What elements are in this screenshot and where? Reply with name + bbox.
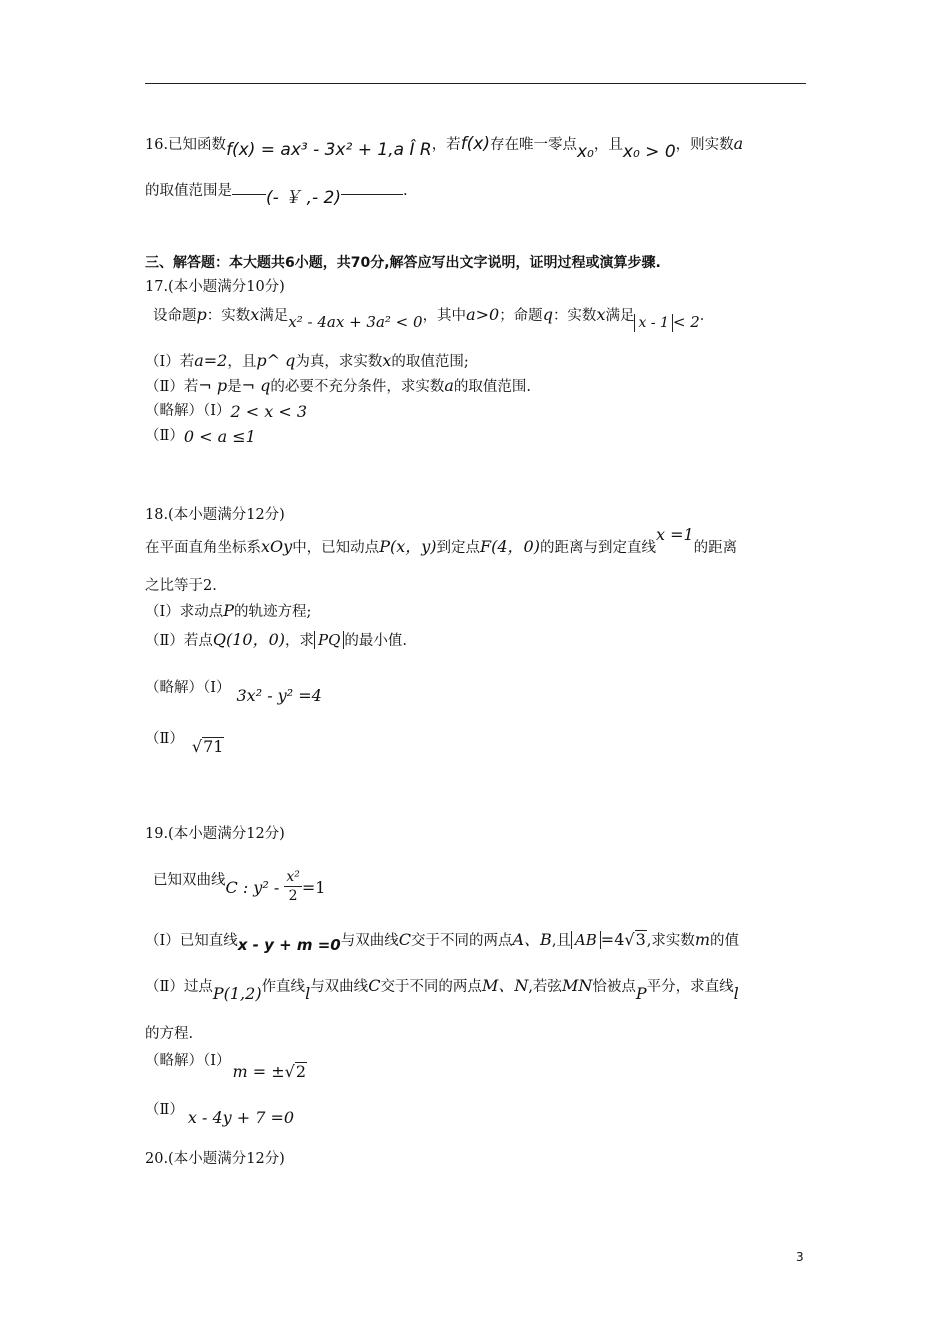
q20-title: 20.(本小题满分12分) xyxy=(145,1151,285,1167)
q19-title: 19.(本小题满分12分) xyxy=(145,826,285,842)
q17-var-x: x xyxy=(382,351,392,370)
q19-line3: 的方程. xyxy=(145,1026,194,1042)
q19-text: 交于不同的两点 xyxy=(380,979,482,995)
q18-answer-label: （Ⅱ） xyxy=(145,731,184,747)
q17-text: ；命题 xyxy=(499,308,543,324)
q18-abs-pq: PQ xyxy=(314,631,344,649)
q17-cond-a: a>0 xyxy=(466,305,500,324)
q19-text: ,求实数 xyxy=(646,933,695,949)
q16-text: ，则实数 xyxy=(675,137,734,153)
q18-text: 的最小值. xyxy=(344,633,408,649)
q16-x0-positive: x₀ > 0 xyxy=(622,142,676,162)
q16-text: 的取值范围是 xyxy=(145,183,232,199)
section3-heading: 三、解答题：本大题共6小题，共70分,解答应写出文字说明，证明过程或演算步骤. xyxy=(145,255,661,271)
q19-text: 与双曲线 xyxy=(310,979,369,995)
q16-text: ，且 xyxy=(593,137,623,153)
q17-text: 的取值范围; xyxy=(391,354,469,370)
q16-period: . xyxy=(402,183,408,199)
q19-text: 平分，求直线 xyxy=(646,979,734,995)
q17-text: 设命题 xyxy=(153,308,197,324)
sqrt-sign-icon: √ xyxy=(191,737,203,756)
q18-point-q: Q(10，0) xyxy=(212,630,286,649)
q19-line-eq: x - y + m =0 xyxy=(237,936,341,954)
answer-blank-right xyxy=(341,194,403,195)
q17-inequality-p: x² - 4ax + 3a² < 0 xyxy=(288,313,423,331)
q16-text: 存在唯一零点 xyxy=(490,137,577,153)
q17-text: 的必要不充分条件，求实数 xyxy=(270,379,445,395)
q18-point-p: P(x，y) xyxy=(379,537,437,556)
q18-text: 在平面直角坐标系 xyxy=(145,540,261,556)
q19-answer-label: （略解）（Ⅰ） xyxy=(145,1053,231,1069)
q17-text: ：实数 xyxy=(206,308,251,324)
q19-part2 xyxy=(145,976,739,1003)
q17-answer-label: （Ⅱ） xyxy=(145,428,184,444)
q19-answer-part2: x - 4y + 7 =0 xyxy=(187,1108,295,1127)
q19-fraction-num: x² xyxy=(286,869,300,885)
q18-answer2 xyxy=(145,728,224,756)
q16-text: ，若 xyxy=(431,137,461,153)
q19-point-p: P(1,2) xyxy=(212,984,262,1003)
q19-var-c: C xyxy=(368,976,381,995)
q17-text: ：实数 xyxy=(552,308,597,324)
q17-a-equals-2: a=2 xyxy=(194,351,228,370)
q18-text: 的距离与到定直线 xyxy=(539,540,656,556)
q19-var-m: m xyxy=(694,930,711,949)
q16-line1 xyxy=(145,134,744,162)
sqrt-sign-icon: √ xyxy=(624,930,635,949)
q17-var-q: q xyxy=(542,305,553,324)
q19-text: 作直线 xyxy=(261,979,306,995)
q18-line-x1: x =1 xyxy=(655,525,694,544)
q19-text: ,若弦 xyxy=(528,979,562,995)
q18-part2 xyxy=(145,630,407,651)
page-number: 3 xyxy=(796,1250,804,1264)
q19-eq-4: =4 xyxy=(600,930,625,949)
q16-fx: f(x) xyxy=(460,134,490,154)
q17-part1 xyxy=(145,351,469,372)
q18-text: ，求 xyxy=(285,633,315,649)
q17-answer-label: （略解）（Ⅰ） xyxy=(145,403,231,419)
q18-coord-system: xOy xyxy=(261,537,293,556)
q17-answer1 xyxy=(145,400,307,421)
q19-text: （Ⅰ）已知直线 xyxy=(145,933,238,949)
q16-x0: x₀ xyxy=(577,142,594,162)
q19-points-ab: A、B xyxy=(512,930,552,949)
q19-text: 已知双曲线 xyxy=(153,872,226,889)
q18-text: （Ⅰ）求动点 xyxy=(145,604,224,620)
q17-var-a: a xyxy=(444,376,454,395)
q19-text: （Ⅱ）过点 xyxy=(145,979,213,995)
q17-answer-part2: 0 < a ≤1 xyxy=(183,427,256,446)
q16-line2 xyxy=(145,180,408,208)
q18-var-p: P xyxy=(223,601,234,620)
q17-inequality-q: < 2 xyxy=(672,313,700,331)
q19-answer1 xyxy=(145,1050,307,1081)
q17-line1 xyxy=(153,305,715,331)
q19-m-plus-minus: m = ± xyxy=(232,1062,285,1081)
q17-text: 是 xyxy=(227,379,242,395)
q18-text: （Ⅱ）若点 xyxy=(145,633,213,649)
q17-var-x: x xyxy=(596,305,606,324)
q19-var-c: C xyxy=(398,930,411,949)
q19-abs-ab: AB xyxy=(571,931,601,949)
q19-sqrt-3: 3 xyxy=(635,930,646,949)
q19-sqrt-2: 2 xyxy=(295,1062,307,1081)
q19-hyperbola-lhs: C : y² - xyxy=(225,877,285,897)
q17-p-and-q: p^ q xyxy=(256,351,296,370)
q18-title: 18.(本小题满分12分) xyxy=(145,507,285,523)
q17-part2 xyxy=(145,376,531,397)
q19-var-l: l xyxy=(733,984,739,1003)
q17-title: 17.(本小题满分10分) xyxy=(145,279,285,295)
q19-line1 xyxy=(153,862,326,904)
sqrt-sign-icon: √ xyxy=(284,1062,295,1081)
q18-text: 中，已知动点 xyxy=(292,540,380,556)
q17-var-x: x xyxy=(250,305,260,324)
q18-answer-label: （略解）（Ⅰ） xyxy=(145,680,231,696)
q18-part1 xyxy=(145,601,311,622)
q19-var-p: P xyxy=(635,984,647,1003)
q18-answer1 xyxy=(145,677,322,705)
q19-answer-part1 xyxy=(232,1062,307,1081)
q16-text: 16.已知函数 xyxy=(145,137,227,153)
q17-var-p: p xyxy=(196,305,207,324)
q19-chord-mn: MN xyxy=(561,976,593,995)
q19-points-mn: M、N xyxy=(481,976,529,995)
answer-blank-left xyxy=(232,194,266,195)
q19-text: 交于不同的两点 xyxy=(410,933,513,949)
header-rule xyxy=(145,83,806,84)
q17-text: 满足 xyxy=(605,308,635,324)
q17-text: （Ⅰ）若 xyxy=(145,354,195,370)
q17-text: ． xyxy=(699,308,715,324)
q17-abs-expr: x - 1 xyxy=(634,314,672,332)
q18-point-f: F(4，0) xyxy=(480,537,540,556)
q19-part1 xyxy=(145,930,740,954)
q18-answer-part1: 3x² - y² =4 xyxy=(236,686,322,705)
q19-fraction-den: 2 xyxy=(288,888,298,904)
q19-answer-label: （Ⅱ） xyxy=(145,1102,184,1118)
q19-fraction xyxy=(284,868,302,905)
q17-answer2 xyxy=(145,425,256,446)
q18-line1 xyxy=(145,525,738,558)
q16-function-formula: f(x) = ax³ - 3x² + 1,a Î R xyxy=(226,140,432,160)
q17-text: ，其中 xyxy=(422,308,467,324)
q19-text: 恰被点 xyxy=(592,979,636,995)
q18-line2: 之比等于2. xyxy=(145,578,217,594)
q16-answer: (- ￥ ,- 2) xyxy=(266,188,341,208)
q18-answer-part2 xyxy=(191,737,225,756)
q19-text: 的值 xyxy=(710,933,740,949)
q19-hyperbola-rhs: =1 xyxy=(301,877,326,897)
q17-text: （Ⅱ）若 xyxy=(145,379,199,395)
q17-answer-part1: 2 < x < 3 xyxy=(230,402,308,421)
q19-text: 与双曲线 xyxy=(340,933,399,949)
q18-text: 的轨迹方程; xyxy=(234,604,312,620)
q17-text: 满足 xyxy=(259,308,289,324)
q18-sqrt-value: 71 xyxy=(203,737,224,756)
q19-answer2 xyxy=(145,1099,295,1127)
q17-not-q: ¬ q xyxy=(241,376,271,395)
q18-text: 的距离 xyxy=(693,540,738,556)
q17-text: ，且 xyxy=(227,354,257,370)
q17-not-p: ¬ p xyxy=(198,376,228,395)
q19-text: ,且 xyxy=(551,933,571,949)
q17-text: 为真，求实数 xyxy=(295,354,383,370)
q17-text: 的取值范围. xyxy=(453,379,531,395)
q19-var-l: l xyxy=(305,984,311,1003)
q16-var-a: a xyxy=(733,134,744,153)
q18-text: 到定点 xyxy=(436,540,481,556)
